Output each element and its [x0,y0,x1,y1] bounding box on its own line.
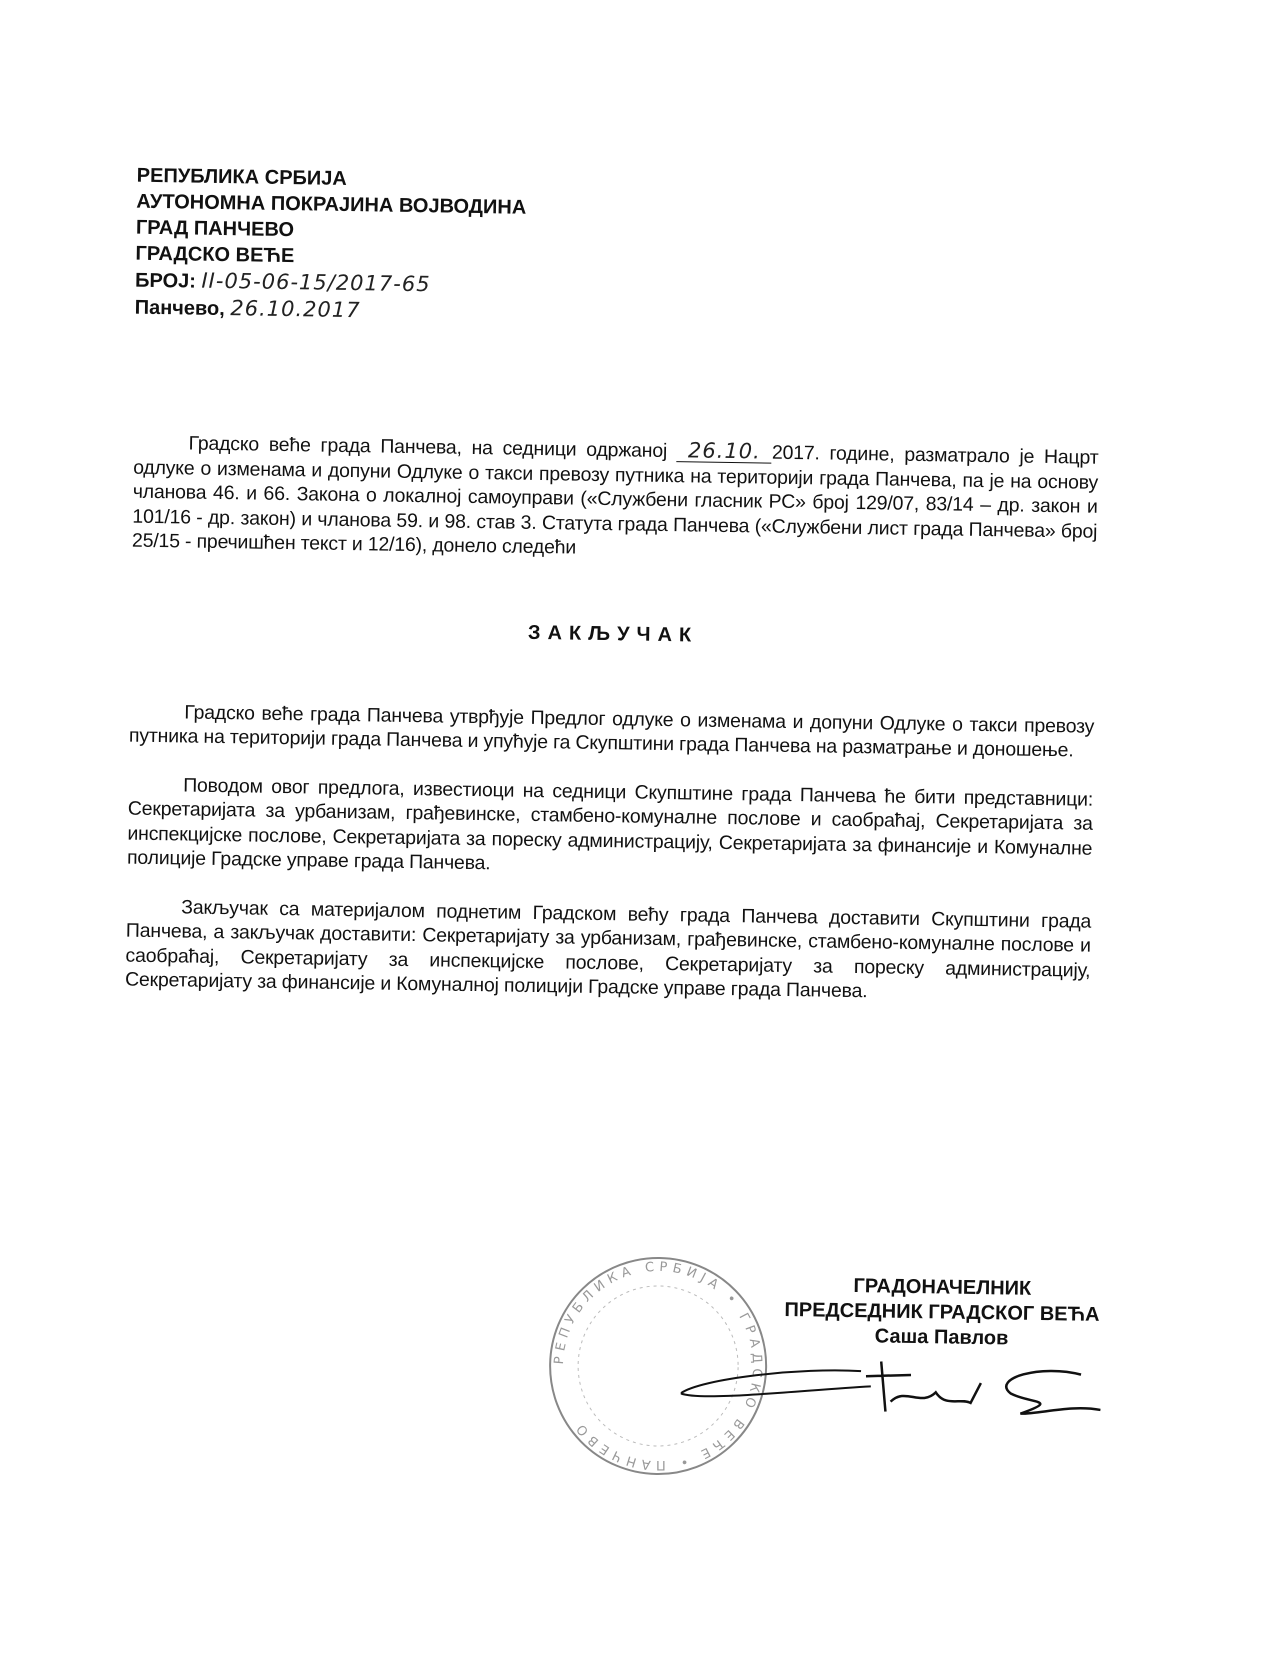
body-paragraph: Градско веће града Панчева утврђује Предлог одлуке о изменама и допуни Одлуке о такси превозу путника на територији града Панчева и упућује га Скупштини града Панчева на разматрање и доношење. [128,700,1095,762]
document-place-date [134,294,524,327]
document-header [134,163,526,327]
header-line: АУТОНОМНА ПОКРАЈИНА ВОЈВОДИНА [136,190,527,219]
signature-block [771,1273,1112,1353]
signatory-name: Саша Павлов [874,1325,1009,1350]
session-date: 26.10. [677,439,772,463]
number-label: БРОЈ: [134,269,197,293]
header-line: ГРАДСКО ВЕЋЕ [135,242,295,268]
handwritten-signature [680,1353,1101,1430]
body-paragraph: Закључак са материјалом поднетим Градском већу града Панчева доставити Скупштини града Панчева, а закључак доставити: Секретаријату за урбанизам, грађевинске, стамбено-комуналне послове и саобраћај, Секретаријату за инспекцијске послове, Секретаријату за пореску администрацију, Секретаријату за финансије и Комуналној полицији Градске управе града Панчева. [124,895,1092,1003]
intro-text: Градско веће града Панчева, на седници одржаној [188,432,678,463]
signatory-title: ГРАДОНАЧЕЛНИК [853,1275,1032,1300]
document-title: ЗАКЉУЧАК [527,621,699,647]
place-label: Панчево, [134,296,225,321]
date-value: 26.10.2017 [230,296,361,323]
intro-paragraph [132,431,1099,569]
intro-text-cont: 2017. године, разматрало је Нацрт одлуке о изменама и допуни Одлуке о такси превозу путника на територији града Панчева, па је на основу чланова 46. и 66. Закона о локалној самоуправи («Службени гласник РС» број 129/07, 83/14 – др. закон и 101/16 - др. закон) и чланова 59. и 98. став 3. Статута града Панчева («Службени лист града Панчева» број 25/15 - пречишћен текст и 12/16), донело следећи [131,441,1099,559]
document-body [125,431,1099,1032]
signatory-title: ПРЕДСЕДНИК ГРАДСКОГ ВЕЋА [784,1298,1100,1326]
number-value: II-05-06-15/2017-65 [201,268,431,297]
header-line: РЕПУБЛИКА СРБИЈА [136,164,347,190]
stamp-text: РЕПУБЛИКА СРБИЈА • ГРАДСКО ВЕЋЕ • ПАНЧЕВО [551,1259,765,1472]
body-paragraph: Поводом овог предлога, известиоци на седници Скупштине града Панчева ће бити представници: Секретаријата за урбанизам, грађевинске, стамбено-комуналне послове и саобраћај, Секретаријата за инспекцијске послове, Секретаријата за пореску администрацију, Секретаријата за финансије и Комуналне полиције Градске управе града Панчева. [126,773,1094,875]
header-line: ГРАД ПАНЧЕВО [135,216,295,242]
